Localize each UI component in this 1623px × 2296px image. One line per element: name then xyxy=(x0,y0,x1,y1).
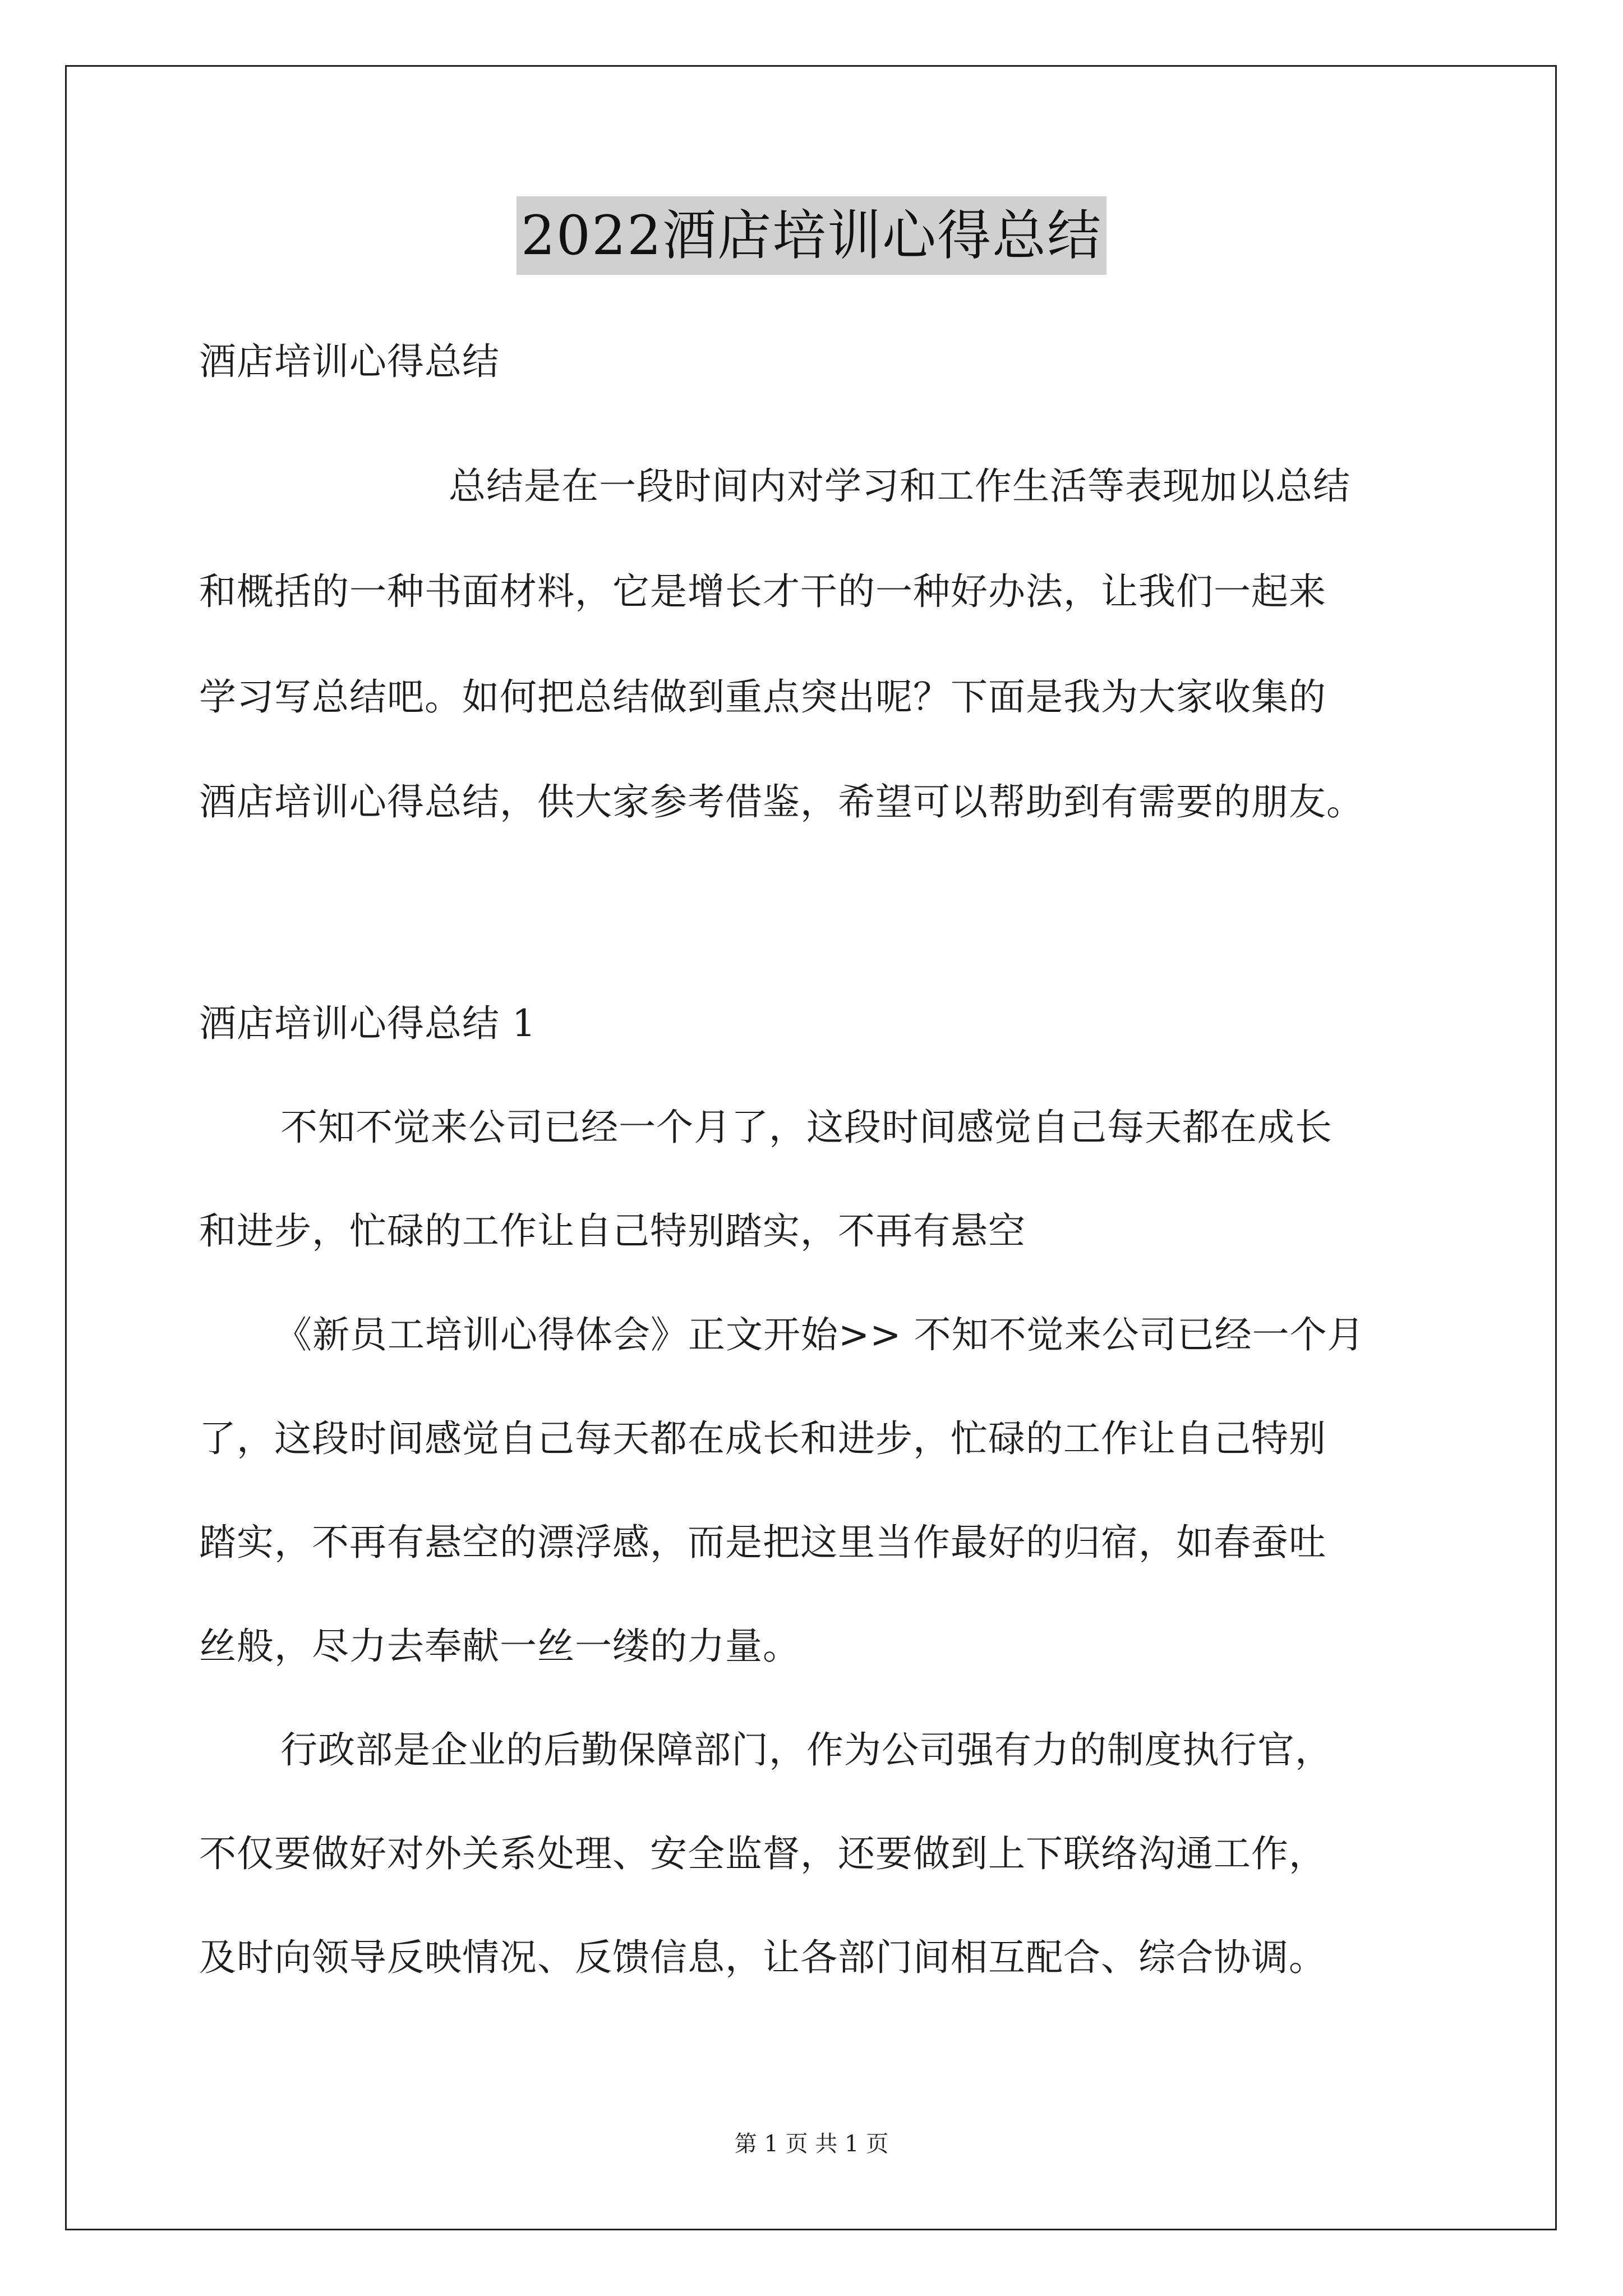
paragraph-line: 和进步，忙碌的工作让自己特别踏实，不再有悬空 xyxy=(199,1209,1026,1253)
paragraph-line: 不知不觉来公司已经一个月了，这段时间感觉自己每天都在成长 xyxy=(280,1106,1332,1149)
document-title: 2022酒店培训心得总结 xyxy=(517,196,1106,275)
paragraph-line: 酒店培训心得总结，供大家参考借鉴，希望可以帮助到有需要的朋友。 xyxy=(199,780,1364,823)
paragraph-line: 行政部是企业的后勤保障部门，作为公司强有力的制度执行官， xyxy=(280,1728,1332,1772)
section-heading: 酒店培训心得总结 xyxy=(199,340,500,383)
paragraph-line: 了，这段时间感觉自己每天都在成长和进步，忙碌的工作让自己特别 xyxy=(199,1417,1326,1460)
paragraph-line: 不仅要做好对外关系处理、安全监督，还要做到上下联络沟通工作， xyxy=(199,1832,1326,1875)
paragraph-line: 丝般，尽力去奉献一丝一缕的力量。 xyxy=(199,1625,800,1668)
paragraph-line: 《新员工培训心得体会》正文开始>> 不知不觉来公司已经一个月 xyxy=(275,1313,1365,1356)
paragraph-line: 总结是在一段时间内对学习和工作生活等表现加以总结 xyxy=(449,464,1350,508)
section-heading: 酒店培训心得总结 1 xyxy=(199,1002,536,1045)
paragraph-line: 和概括的一种书面材料，它是增长才干的一种好办法，让我们一起来 xyxy=(199,570,1326,613)
paragraph-line: 学习写总结吧。如何把总结做到重点突出呢？下面是我为大家收集的 xyxy=(199,675,1326,719)
title-area xyxy=(0,196,1623,275)
paragraph-line: 踏实，不再有悬空的漂浮感，而是把这里当作最好的归宿，如春蚕吐 xyxy=(199,1521,1326,1564)
page-number-footer: 第 1 页 共 1 页 xyxy=(734,2131,889,2157)
paragraph-line: 及时向领导反映情况、反馈信息，让各部门间相互配合、综合协调。 xyxy=(199,1936,1326,1979)
